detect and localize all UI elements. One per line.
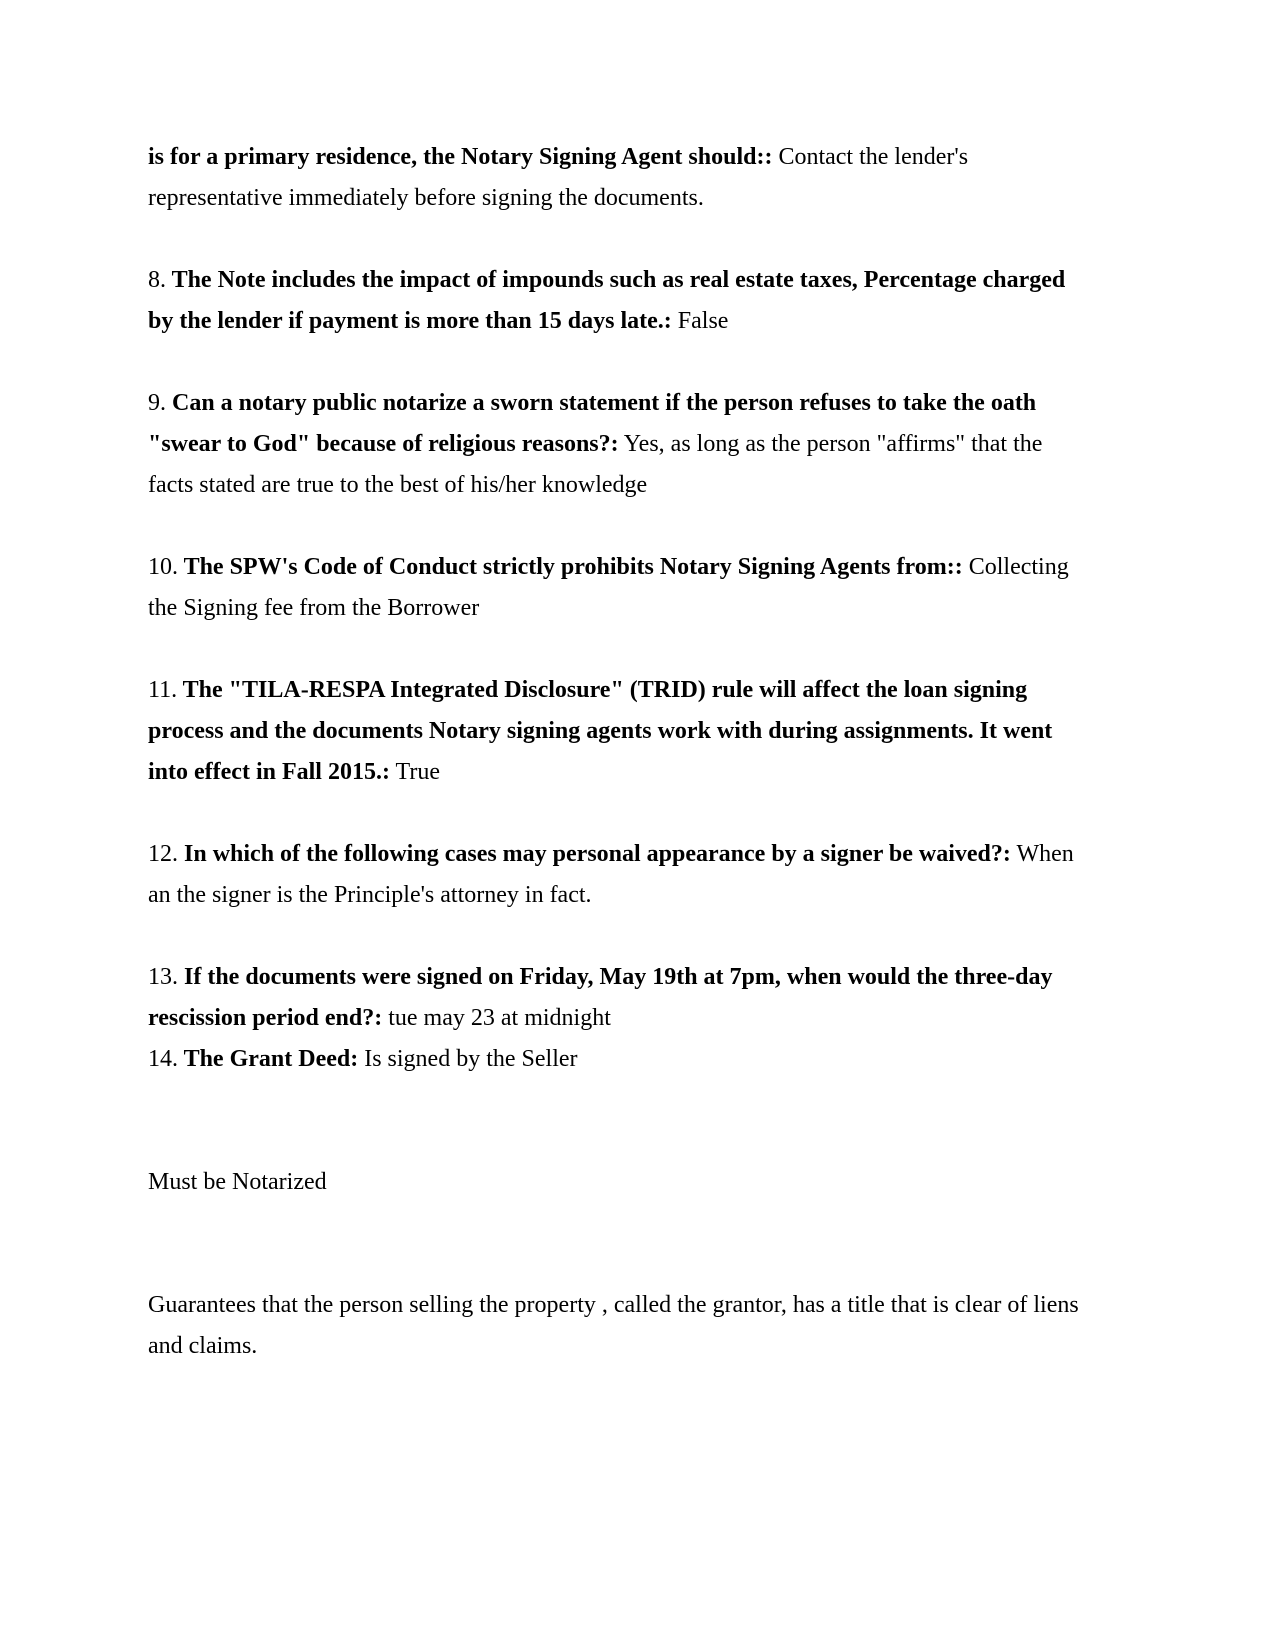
q11-line-2 bbox=[148, 716, 1052, 746]
q9-question-text: Can a notary public notarize a sworn statement if the person refuses to take the oath bbox=[166, 390, 1037, 416]
q12-number: 12. bbox=[148, 841, 178, 867]
q11-line-1 bbox=[148, 675, 1027, 705]
q10-line-1 bbox=[148, 552, 1069, 582]
q12-answer-text: When bbox=[1010, 841, 1074, 867]
q8-question-text: The Note includes the impact of impounds such as real estate taxes, Percentage charged bbox=[166, 267, 1066, 293]
q12-line-1 bbox=[148, 839, 1074, 869]
q10-answer-text: Collecting bbox=[962, 554, 1069, 580]
q8-answer-text: False bbox=[671, 308, 729, 334]
q13-line-1 bbox=[148, 962, 1052, 992]
q7-question-text: is for a primary residence, the Notary Signing Agent should:: bbox=[148, 144, 773, 170]
q13-number: 13. bbox=[148, 964, 178, 990]
q12-line-2: an the signer is the Principle's attorney in fact. bbox=[148, 882, 592, 908]
q14-question-text: The Grant Deed: bbox=[178, 1046, 359, 1072]
extra-answer-notarized: Must be Notarized bbox=[148, 1169, 327, 1195]
extra-answer-guarantees-line-1: Guarantees that the person selling the property , called the grantor, has a title that is clear of liens bbox=[148, 1292, 1079, 1318]
q8-line-1 bbox=[148, 265, 1065, 295]
q9-question-text-2: "swear to God" because of religious reasons?: bbox=[148, 431, 619, 457]
q10-question-text: The SPW's Code of Conduct strictly prohibits Notary Signing Agents from:: bbox=[178, 554, 963, 580]
q9-number: 9. bbox=[148, 390, 166, 416]
q9-line-2 bbox=[148, 429, 1042, 459]
q7-answer-text: Contact the lender's bbox=[772, 144, 969, 170]
q13-question-text-2: rescission period end?: bbox=[148, 1005, 383, 1031]
q7-line-1 bbox=[148, 142, 968, 172]
q7-line-2: representative immediately before signing the documents. bbox=[148, 185, 704, 211]
q13-question-text: If the documents were signed on Friday, May 19th at 7pm, when would the three-day bbox=[178, 964, 1053, 990]
q8-question-text-2: by the lender if payment is more than 15 days late.: bbox=[148, 308, 672, 334]
q11-question-text: The "TILA-RESPA Integrated Disclosure" (TRID) rule will affect the loan signing bbox=[177, 677, 1028, 703]
q10-line-2: the Signing fee from the Borrower bbox=[148, 595, 480, 621]
q11-line-3 bbox=[148, 757, 440, 787]
q14-answer-text: Is signed by the Seller bbox=[358, 1046, 578, 1072]
q8-line-2 bbox=[148, 306, 728, 336]
q9-line-3: facts stated are true to the best of his/her knowledge bbox=[148, 472, 648, 498]
q11-question-text-2: process and the documents Notary signing agents work with during assignments. It went bbox=[148, 718, 1053, 744]
q9-answer-text: Yes, as long as the person "affirms" that the bbox=[618, 431, 1043, 457]
q11-question-text-3: into effect in Fall 2015.: bbox=[148, 759, 390, 785]
q10-number: 10. bbox=[148, 554, 178, 580]
q9-line-1 bbox=[148, 388, 1036, 418]
q13-answer-text: tue may 23 at midnight bbox=[382, 1005, 611, 1031]
q14-line bbox=[148, 1044, 578, 1074]
q13-line-2 bbox=[148, 1003, 611, 1033]
q12-question-text: In which of the following cases may personal appearance by a signer be waived?: bbox=[178, 841, 1011, 867]
q11-answer-text: True bbox=[389, 759, 440, 785]
q8-number: 8. bbox=[148, 267, 166, 293]
q14-number: 14. bbox=[148, 1046, 178, 1072]
extra-answer-guarantees-line-2: and claims. bbox=[148, 1333, 258, 1359]
q11-number: 11. bbox=[148, 677, 178, 703]
